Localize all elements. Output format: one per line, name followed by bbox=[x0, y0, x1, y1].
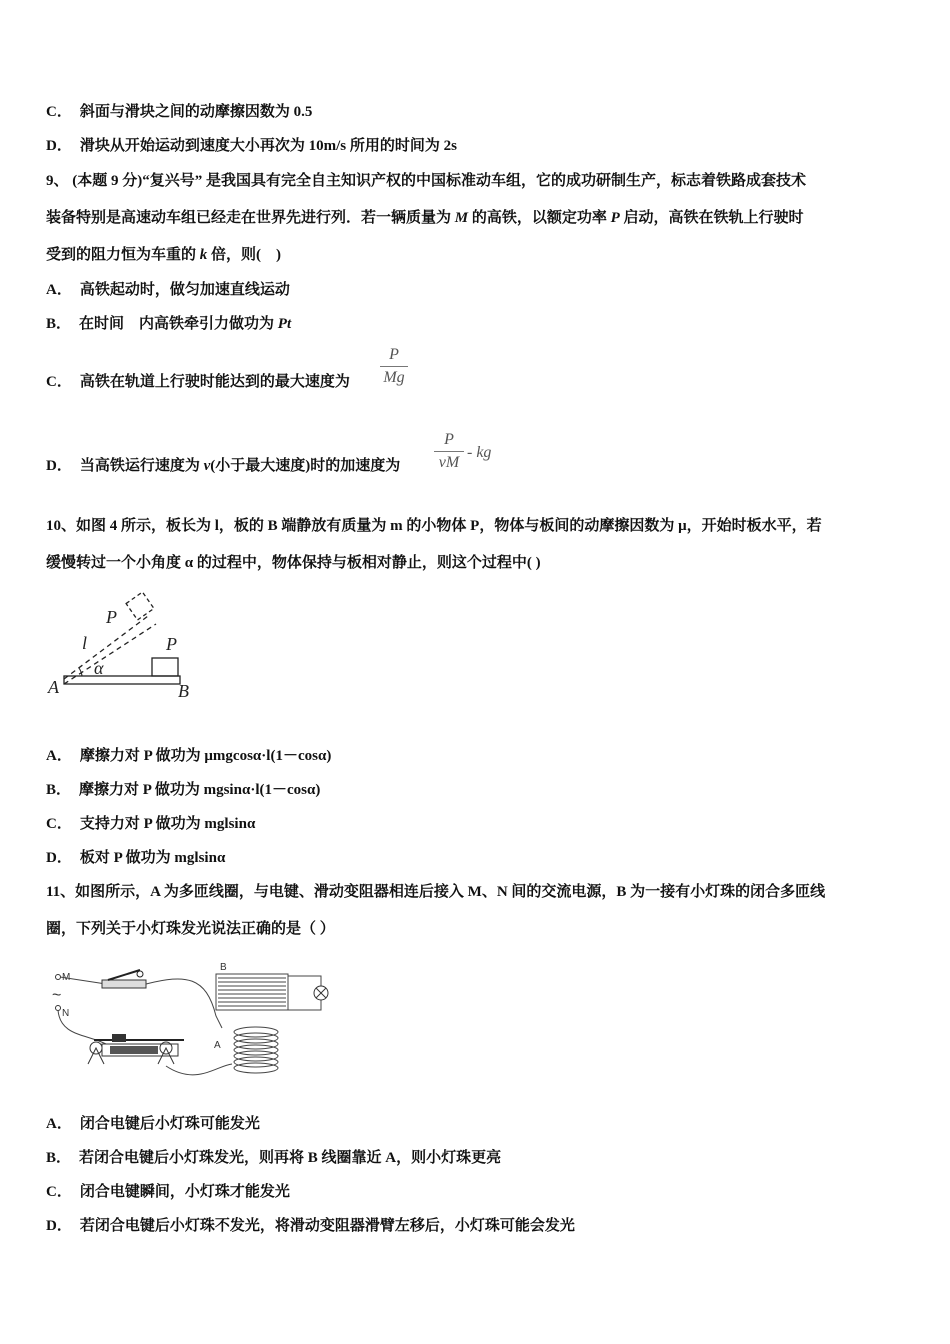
q11-option-a bbox=[46, 1114, 260, 1134]
q11-figure bbox=[46, 956, 336, 1086]
option-label: C． bbox=[46, 1184, 72, 1200]
fraction-bar bbox=[434, 451, 464, 452]
wire-rheostat-to-coil-a bbox=[166, 1064, 232, 1075]
option-label: A． bbox=[46, 1116, 72, 1132]
coil-b bbox=[216, 974, 288, 1010]
label-p-right: P bbox=[166, 634, 177, 654]
tilted-board-line-2 bbox=[64, 624, 156, 684]
q9-d-fraction bbox=[434, 431, 464, 472]
option-label: C． bbox=[46, 104, 72, 120]
q10-option-a bbox=[46, 746, 331, 766]
q9-stem-line1: 9、 (本题 9 分)“复兴号” 是我国具有完全自主知识产权的中国标准动车组，它的成功研制生产，标志着铁路成套技术 bbox=[46, 173, 806, 189]
option-label: A． bbox=[46, 282, 72, 298]
q10-option-d bbox=[46, 848, 225, 868]
q10-figure bbox=[44, 586, 204, 704]
var-v: v bbox=[203, 458, 211, 474]
option-label: D． bbox=[46, 458, 72, 474]
wire-switch-to-coil-a bbox=[146, 979, 222, 1028]
option-text: 当高铁运行速度为 bbox=[79, 458, 204, 474]
fraction-bar bbox=[380, 366, 408, 367]
label-a: A bbox=[214, 1040, 221, 1051]
option-label: C． bbox=[46, 374, 72, 390]
q11-option-d bbox=[46, 1216, 575, 1236]
option-label: B． bbox=[46, 316, 72, 332]
q10-stem-line2: 缓慢转过一个小角度 α 的过程中，物体保持与板相对静止，则这个过程中( ) bbox=[46, 555, 541, 571]
option-text: 高铁起动时，做匀加速直线运动 bbox=[79, 282, 290, 298]
label-n: N bbox=[62, 1008, 70, 1019]
q11-option-c bbox=[46, 1182, 290, 1202]
stem-text: 受到的阻力恒为车重的 bbox=[46, 247, 200, 263]
option-label: B． bbox=[46, 782, 72, 798]
option-text: 若闭合电键后小灯珠不发光，将滑动变阻器滑臂左移后，小灯珠可能会发光 bbox=[79, 1218, 575, 1234]
q10-option-b bbox=[46, 780, 320, 800]
option-text: 闭合电键瞬间，小灯珠才能发光 bbox=[79, 1184, 290, 1200]
option-label: D． bbox=[46, 138, 72, 154]
option-text: 摩擦力对 P 做功为 μmgcosα·l(1－cosα) bbox=[79, 748, 332, 764]
q9-stem-line2 bbox=[46, 208, 804, 228]
coil-a bbox=[234, 1027, 278, 1073]
label-a: A bbox=[48, 677, 59, 697]
q9-c-fraction bbox=[380, 346, 408, 387]
terminal-m bbox=[56, 975, 61, 980]
block-p bbox=[152, 658, 178, 676]
switch-base bbox=[102, 980, 146, 988]
q10-stem-line1: 10、如图 4 所示，板长为 l，板的 B 端静放有质量为 m 的小物体 P，物体与板间的动摩擦因数为 μ，开始时板水平，若 bbox=[46, 518, 822, 534]
rheostat bbox=[88, 1034, 184, 1064]
q8-option-c bbox=[46, 102, 312, 122]
option-text: 滑块从开始运动到速度大小再次为 10m/s 所用的时间为 2s bbox=[79, 138, 457, 154]
option-text: 斜面与滑块之间的动摩擦因数为 0.5 bbox=[79, 104, 313, 120]
q10-option-c bbox=[46, 814, 255, 834]
option-label: B． bbox=[46, 1150, 72, 1166]
horizontal-board bbox=[64, 676, 180, 684]
var-Pt: Pt bbox=[277, 316, 292, 332]
q11-stem-line1: 11、如图所示，A 为多匝线圈，与电键、滑动变阻器相连后接入 M、N 间的交流电源，B 为一接有小灯珠的闭合多匝线 bbox=[46, 884, 826, 900]
switch-knob bbox=[137, 971, 143, 977]
label-l: l bbox=[82, 633, 88, 653]
q11-stem-line2: 圈，下列关于小灯珠发光说法正确的是（ ） bbox=[46, 921, 335, 937]
option-text: 支持力对 P 做功为 mglsinα bbox=[79, 816, 256, 832]
option-label: C． bbox=[46, 816, 72, 832]
label-p-top: P bbox=[106, 607, 117, 627]
angle-arc bbox=[79, 668, 82, 676]
option-label: A． bbox=[46, 748, 72, 764]
stem-text: 倍，则( ) bbox=[207, 247, 282, 263]
fraction-numerator: P bbox=[444, 431, 454, 448]
option-label: D． bbox=[46, 1218, 72, 1234]
stem-text: 装备特别是高速动车组已经走在世界先进行列．若一辆质量为 bbox=[46, 210, 455, 226]
option-text: 若闭合电键后小灯珠发光，则再将 B 线圈靠近 A，则小灯珠更亮 bbox=[79, 1150, 502, 1166]
q9-option-b bbox=[46, 314, 291, 334]
q11-option-b bbox=[46, 1148, 501, 1168]
var-P: P bbox=[610, 210, 620, 226]
fraction-numerator: P bbox=[389, 346, 399, 363]
label-alpha: α bbox=[94, 658, 104, 678]
q9-option-c bbox=[46, 372, 350, 392]
var-M: M bbox=[454, 210, 469, 226]
option-label: D． bbox=[46, 850, 72, 866]
option-text: 闭合电键后小灯珠可能发光 bbox=[79, 1116, 260, 1132]
fraction-denominator: Mg bbox=[383, 369, 405, 386]
tilted-block bbox=[126, 592, 154, 620]
label-b: B bbox=[220, 962, 227, 973]
q9-d-tail: - kg bbox=[467, 444, 492, 461]
option-text: 高铁在轨道上行驶时能达到的最大速度为 bbox=[79, 374, 350, 390]
label-b: B bbox=[178, 681, 189, 701]
q9-option-d bbox=[46, 456, 400, 476]
label-m: M bbox=[62, 972, 71, 983]
option-text: (小于最大速度)时的加速度为 bbox=[210, 458, 401, 474]
q8-option-d bbox=[46, 136, 457, 156]
option-text: 摩擦力对 P 做功为 mgsinα·l(1－cosα) bbox=[79, 782, 321, 798]
var-k: k bbox=[199, 247, 208, 263]
q9-option-a bbox=[46, 280, 290, 300]
terminal-n bbox=[56, 1006, 61, 1011]
stem-text: 启动，高铁在铁轨上行驶时 bbox=[619, 210, 804, 226]
option-text: 板对 P 做功为 mglsinα bbox=[79, 850, 226, 866]
switch-arm bbox=[108, 970, 140, 980]
q9-stem-line3 bbox=[46, 245, 281, 265]
option-text: 在时间 内高铁牵引力做功为 bbox=[79, 316, 278, 332]
stem-text: 的高铁，以额定功率 bbox=[468, 210, 611, 226]
fraction-denominator: vM bbox=[438, 454, 460, 471]
label-ac: ~ bbox=[52, 987, 62, 1004]
